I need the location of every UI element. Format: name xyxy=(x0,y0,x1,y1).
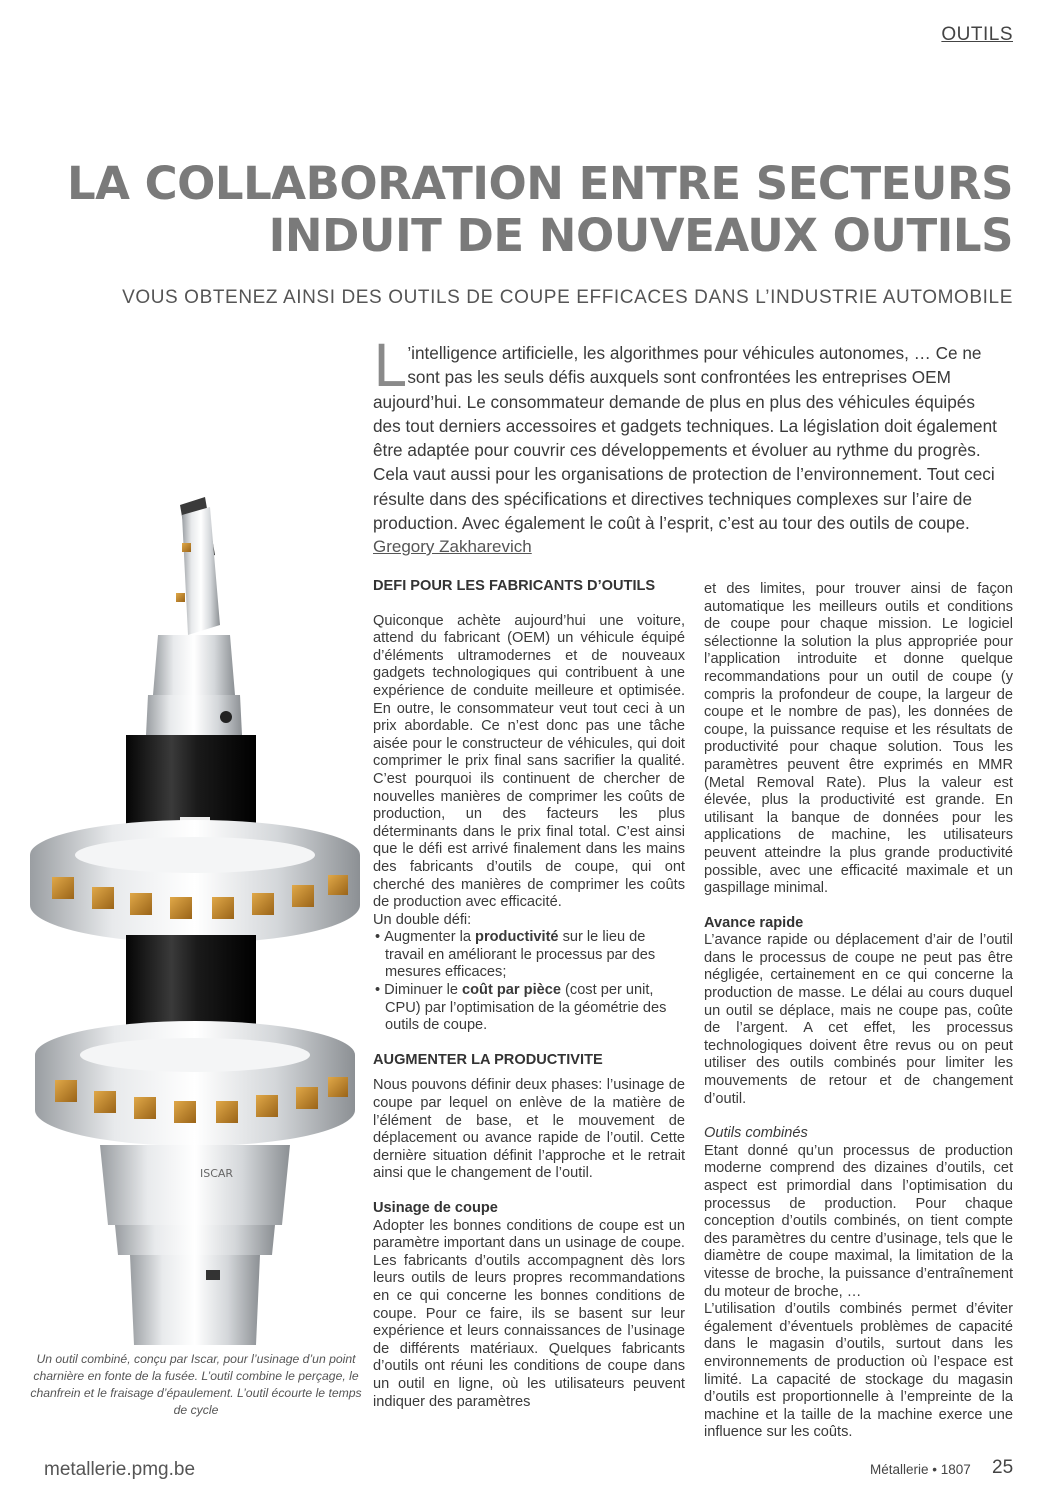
bullet-cout: • Diminuer le coût par pièce (cost per unit, CPU) par l’optimisation de la géométrie des outils de coupe. xyxy=(375,982,667,1034)
article-intro xyxy=(373,332,1005,535)
column-1 xyxy=(373,578,685,1411)
paragraph-avance: L’avance rapide ou déplacement d’air de l’outil dans le processus de coupe ne peut pas être négligée, certainement en ce qui concerne la production de masse. Le délai au cours duquel un outil se déplace, mais ne coupe pas, coûte de l’argent. A cet effet, les processus technologiques doivent être revus ou on peut utiliser des outils combinés pour limiter les mouvements de retour et de changement d’outil. xyxy=(704,932,1013,1107)
paragraph-continuation: et des limites, pour trouver ainsi de façon automatique les meilleurs outils et conditions de coupe pour chaque mission. Le logiciel sélectionne la solution la plus appropriée pour l’application introduite et donne quelque recommandations pour un outil de coupe (y compris la profondeur de coupe, la largeur de coupe et le nombre de pas), les données de coupe, la puissance requise et les résultats de productivité pour chaque solution. Tous les paramètres peuvent être exprimés en MMR (Metal Removal Rate). Plus la valeur est élevée, plus la productivité est grande. En utilisant la banque de données pour les applications de machine, les utilisateurs peuvent atteindre la plus grande productivité possible, avec une efficacité maximale et un gaspillage minimal. xyxy=(704,581,1013,897)
title-line-1: LA COLLABORATION ENTRE SECTEURS xyxy=(66,157,1013,210)
article-author[interactable]: Gregory Zakharevich xyxy=(373,537,532,556)
tool-engraving: ISCAR xyxy=(200,1167,234,1180)
paragraph-combines-1: Etant donné qu’un processus de production moderne comprend des dizaines d’outils, cet aspect est primordial dans l’optimisation du processus de production. Pour chaque conception d’outils combinés, on tient compte des paramètres du centre d’usinage, tels que le diamètre de coupe maximal, la limitation de la vitesse de broche, la puissance d’entraînement du moteur de broche, … xyxy=(704,1142,1013,1300)
column-2 xyxy=(704,581,1013,1442)
intro-text: ’intelligence artificielle, les algorithmes pour véhicules autonomes, … Ce ne sont pas les seuls défis auxquels sont confrontées les entreprises OEM aujourd’hui. Le consommateur demande de plus en plus des véhicules équipés des tout derniers accessoires et gadgets techniques. La législation doit également être adaptée pour couvrir ces développements et évoluer au rythme du progrès. Cela vaut aussi pour les organisations de protection de l’environnement. Tout ceci résulte dans des spécifications et directives techniques complexes sur l’aire de production. Avec également le coût à l’esprit, c’est au tour des outils de coupe. xyxy=(373,343,997,534)
bullet-productivite: • Augmenter la productivité sur le lieu de travail en améliorant le processus par des mesures efficaces; xyxy=(375,929,656,981)
page-number: 25 xyxy=(992,1457,1014,1478)
heading-augmenter: AUGMENTER LA PRODUCTIVITE xyxy=(373,1051,603,1068)
paragraph-usinage: Adopter les bonnes conditions de coupe est un paramètre important dans un usinage de coupe. Les fabricants d’outils accompagnent dès lors leurs outils de leurs propres recommandations en ce qui concerne les bonnes conditions de coupe. Pour ce faire, ils se basent sur leur expérience et leurs connaissances de l’usinage de différents matériaux. Quelques fabricants d’outils ont réuni les conditions de coupe dans un outil en ligne, où les utilisateurs peuvent indiquer des paramètres xyxy=(373,1217,685,1410)
article-subtitle: VOUS OBTENEZ AINSI DES OUTILS DE COUPE EFFICACES DANS L’INDUSTRIE AUTOMOBILE xyxy=(122,287,1013,308)
paragraph-augmenter: Nous pouvons définir deux phases: l’usinage de coupe par lequel on enlève de la matière de l’élément de base, et le mouvement de déplacement ou avance rapide de l’outil. Cette dernière situation définit l’approche et le retrait ainsi que le changement de l’outil. xyxy=(373,1077,685,1182)
heading-avance: Avance rapide xyxy=(704,914,804,931)
heading-usinage: Usinage de coupe xyxy=(373,1200,498,1216)
paragraph-defi: Quiconque achète aujourd’hui une voiture, attend du fabricant (OEM) un véhicule équipé d’éléments ultramodernes et de nouveaux gadgets technologiques qui contribuent à une expérience de conduite meilleure et optimisée. En outre, le consommateur veut tout ceci à un prix abordable. Ce n’est donc pas une tâche aisée pour le constructeur de véhicules, qui doit comprimer le prix final sans sacrifier la qualité. C’est pourquoi ils continuent de chercher de nouvelles manières de comprimer les coûts de production, un des facteurs les plus déterminants dans le prix final total. C’est ainsi que le défi est arrivé finalement dans les mains des fabricants d’outils de coupe, qui ont cherché des manières de comprimer les coûts de production avec efficacité. xyxy=(373,612,685,911)
heading-combines: Outils combinés xyxy=(704,1125,808,1142)
title-line-2: INDUIT DE NOUVEAUX OUTILS xyxy=(268,209,1013,262)
paragraph-double-defi: Un double défi: xyxy=(373,911,472,928)
article-title xyxy=(67,158,1013,262)
footer-magazine: Métallerie • 1807 xyxy=(870,1462,971,1477)
figure-caption: Un outil combiné, conçu par Iscar, pour l’usinage d’un point charnière en fonte de la fusée. L’outil combine le perçage, le chanfrein et le fraisage d’épaulement. L’outil écourte le temps de cycle xyxy=(30,1352,362,1417)
product-photo xyxy=(30,495,365,1350)
footer-url[interactable]: metallerie.pmg.be xyxy=(44,1459,196,1480)
section-label: OUTILS xyxy=(941,24,1013,45)
heading-defi: DEFI POUR LES FABRICANTS D’OUTILS xyxy=(373,578,656,594)
drop-cap: L xyxy=(373,332,406,400)
paragraph-combines-2: L’utilisation d’outils combinés permet d’éviter également d’éventuels problèmes de capacité dans le magasin d’outils, surtout dans les environnements de production où l’espace est limité. La capacité de stockage du magasin d’outils est proportionnelle à l’empreinte de la machine et la taille de la machine exerce une influence sur les coûts. xyxy=(704,1301,1013,1441)
